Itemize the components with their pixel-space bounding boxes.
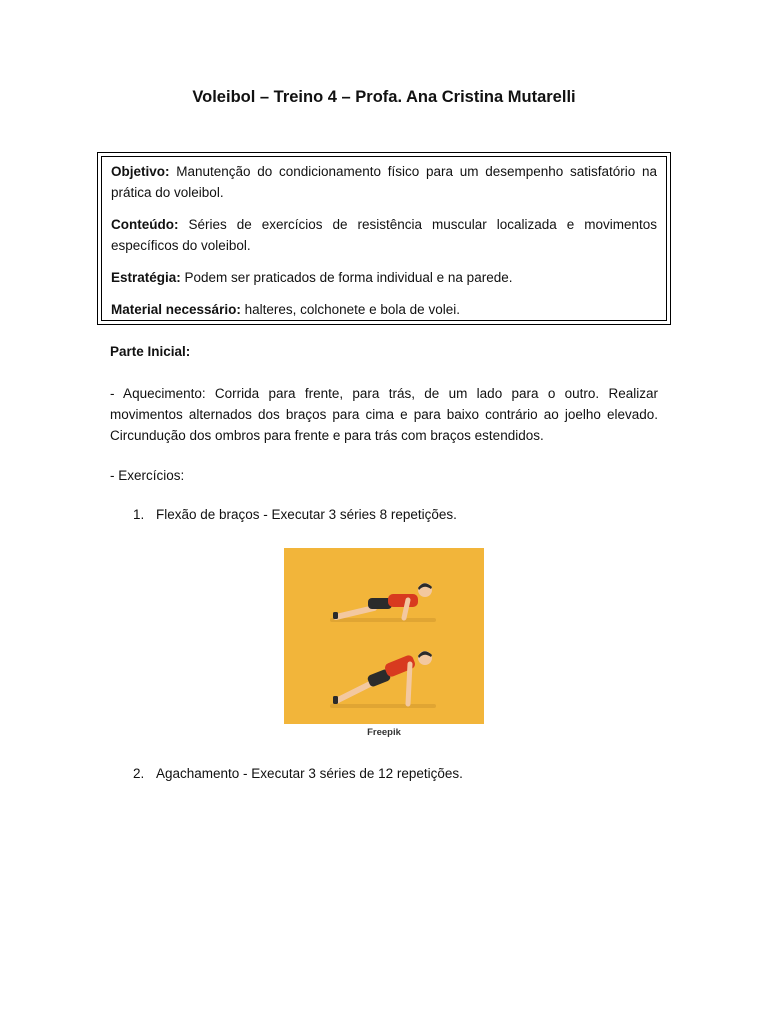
exercise-number: 2. xyxy=(133,766,145,781)
document-title: Voleibol – Treino 4 – Profa. Ana Cristina Mutarelli xyxy=(192,88,576,106)
info-box-inner-border xyxy=(101,156,667,321)
exercise-item-2 xyxy=(133,766,463,781)
strategy-paragraph xyxy=(111,267,657,288)
content-label: Conteúdo: xyxy=(111,217,179,232)
warmup-paragraph: - Aquecimento: Corrida para frente, para trás, de um lado para o outro. Realizar movimentos alternados dos braços para cima e para baixo contrário ao joelho elevado. Circundução dos ombros para frente e para trás com braços estendidos. xyxy=(110,386,658,443)
info-box xyxy=(97,152,671,325)
image-caption: Freepik xyxy=(367,727,401,738)
material-paragraph xyxy=(111,299,657,320)
leg-top xyxy=(336,608,374,617)
floor-shadow-bottom xyxy=(330,704,436,708)
shirt-top xyxy=(388,594,418,607)
material-text: halteres, colchonete e bola de volei. xyxy=(240,302,460,317)
exercise-text: Flexão de braços - Executar 3 séries 8 repetições. xyxy=(156,507,457,522)
exercises-heading: - Exercícios: xyxy=(110,468,185,483)
push-up-figure-high xyxy=(330,651,436,708)
content-paragraph xyxy=(111,214,657,256)
push-up-figures xyxy=(284,548,484,724)
shoe-top xyxy=(333,612,338,619)
objective-paragraph xyxy=(111,161,657,203)
shoe-bottom xyxy=(333,696,338,704)
exercise-text: Agachamento - Executar 3 séries de 12 repetições. xyxy=(156,766,463,781)
exercise-number: 1. xyxy=(133,507,145,522)
objective-label: Objetivo: xyxy=(111,164,170,179)
push-up-illustration xyxy=(284,548,484,724)
material-label: Material necessário: xyxy=(111,302,241,317)
strategy-label: Estratégia: xyxy=(111,270,181,285)
exercise-item-1 xyxy=(133,507,457,522)
strategy-text: Podem ser praticados de forma individual e na parede. xyxy=(180,270,513,285)
floor-shadow-top xyxy=(330,618,436,622)
initial-part-heading: Parte Inicial: xyxy=(110,344,191,359)
arm-bottom xyxy=(408,664,410,704)
push-up-figure-low xyxy=(330,583,436,622)
content-text: Séries de exercícios de resistência muscular localizada e movimentos específicos do voleibol. xyxy=(111,217,657,253)
objective-text: Manutenção do condicionamento físico para um desempenho satisfatório na prática do voleibol. xyxy=(111,164,657,200)
